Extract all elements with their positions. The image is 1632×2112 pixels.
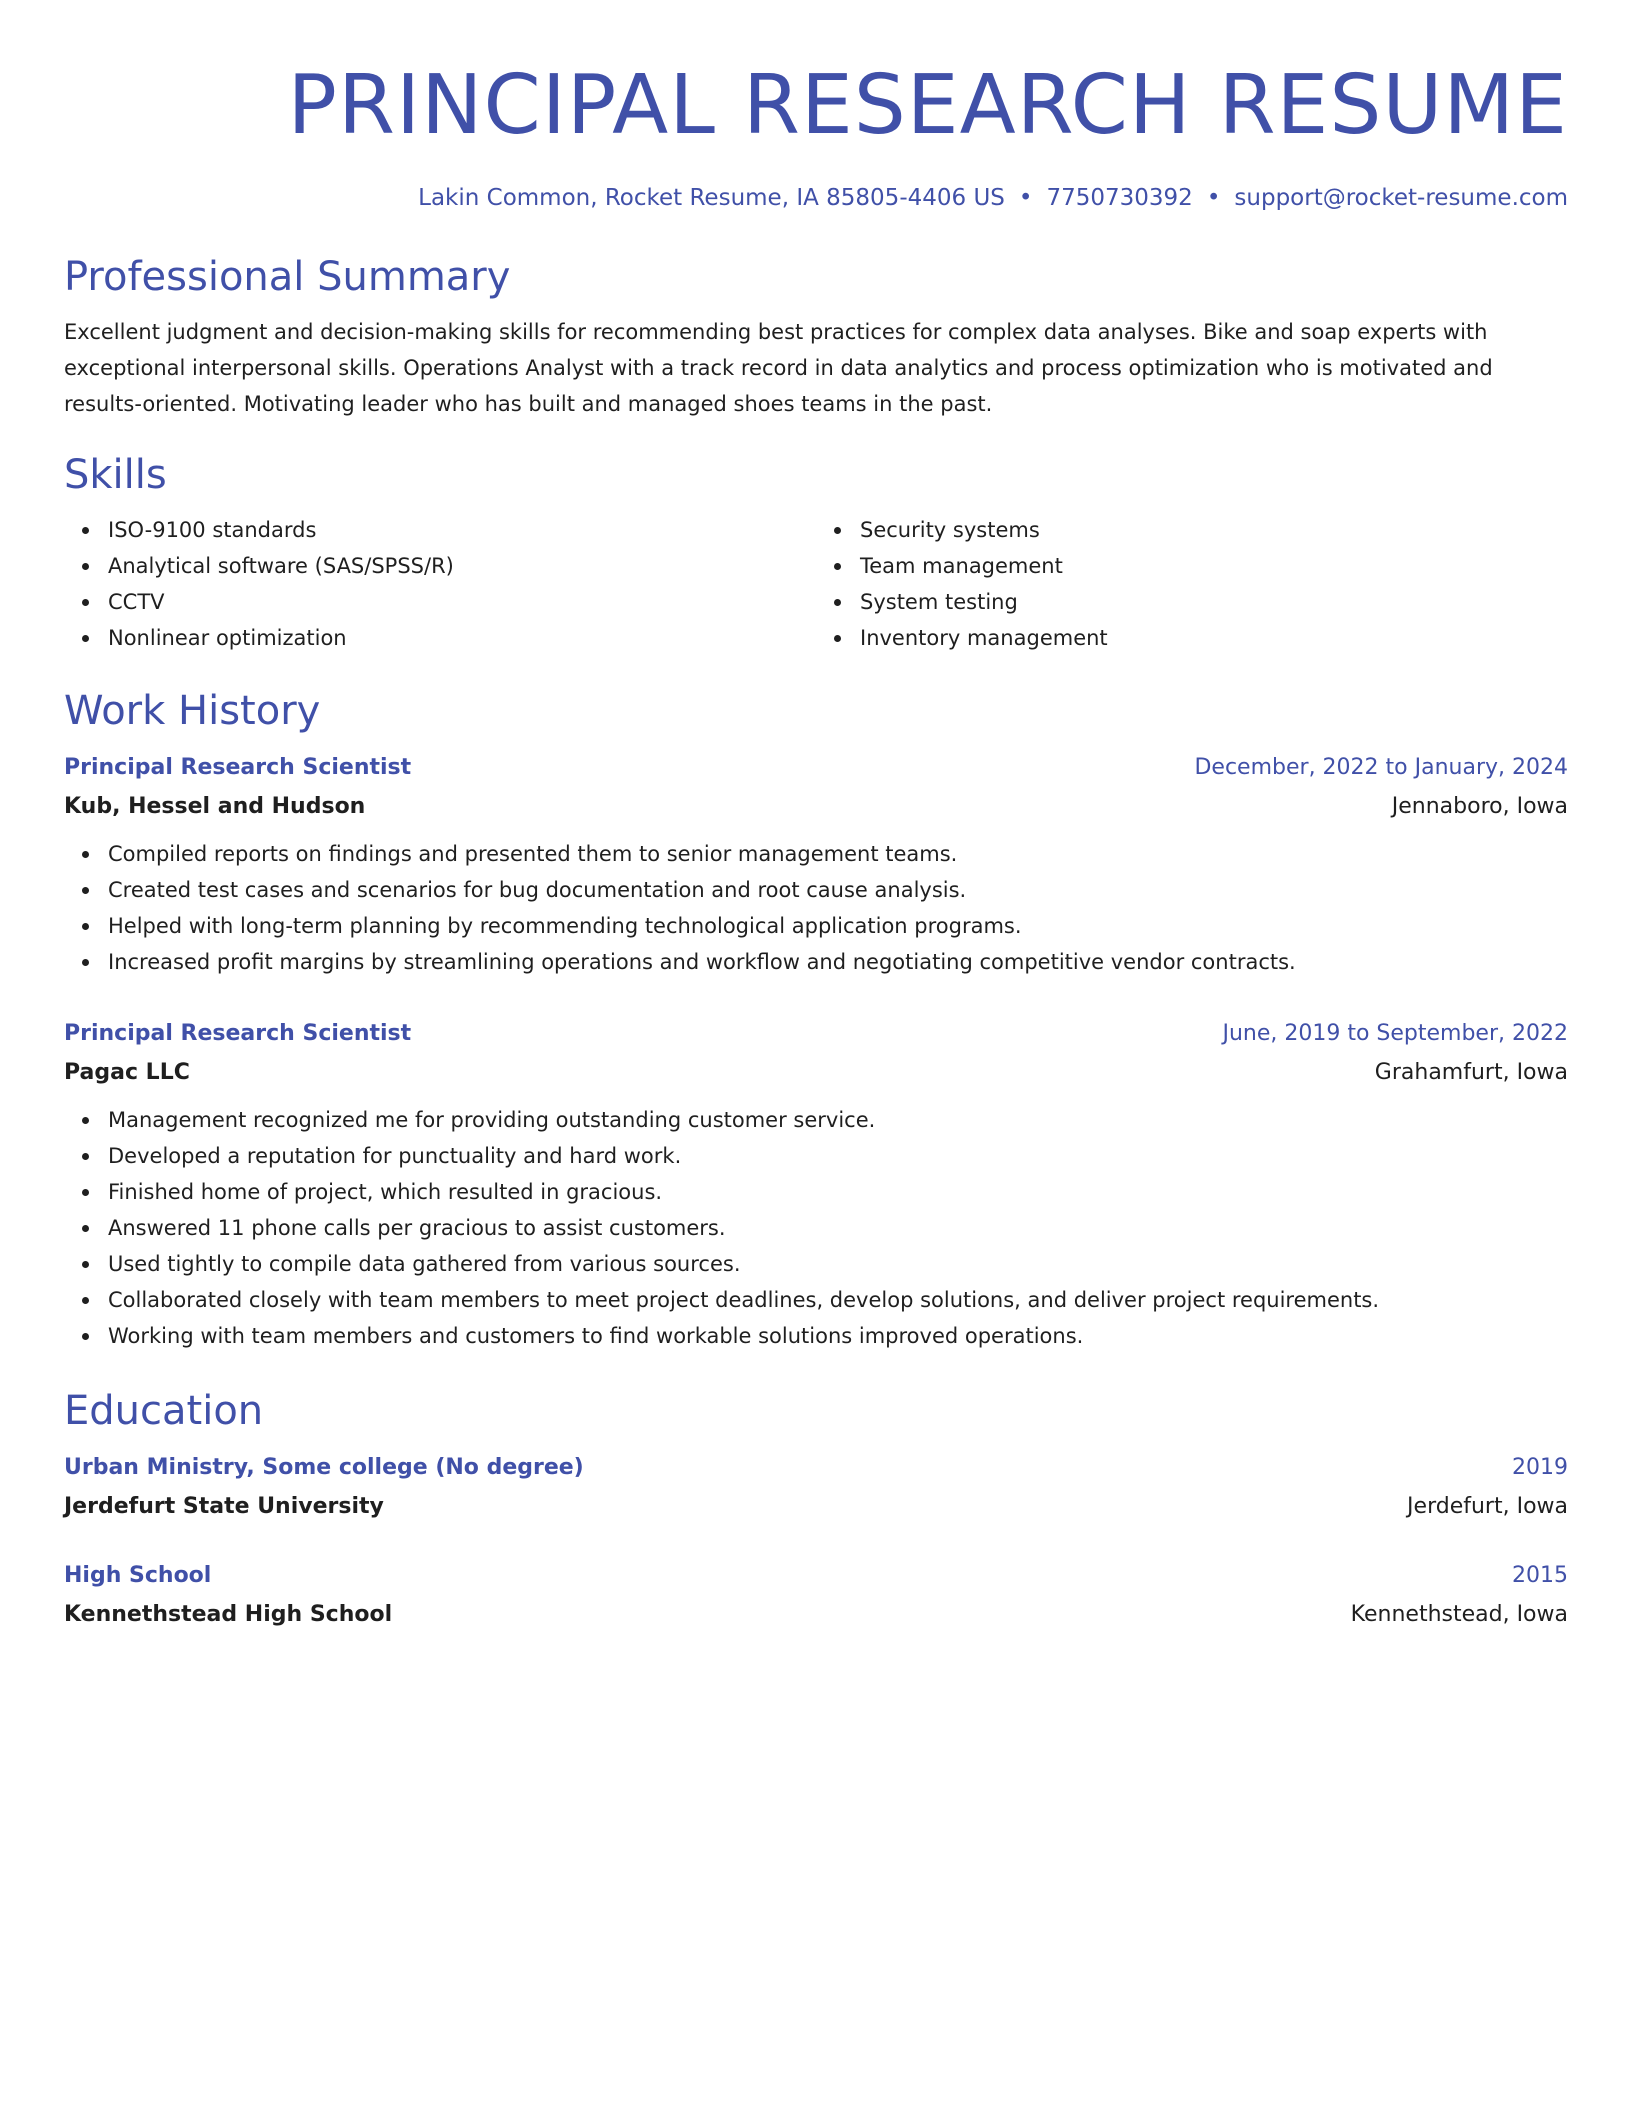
education-header-row (64, 1556, 1568, 1596)
contact-phone: 7750730392 (1046, 185, 1193, 211)
skills-list-right (860, 512, 1568, 656)
section-title-skills: Skills (64, 452, 167, 498)
job-bullet: Helped with long-term planning by recommending technological application programs. (108, 908, 1568, 944)
education-school: Jerdefurt State University (64, 1494, 384, 1519)
contact-email: support@rocket-resume.com (1234, 185, 1568, 211)
contact-line (64, 180, 1568, 216)
skills-grid (64, 512, 1568, 656)
skill-item: Security systems (860, 512, 1568, 548)
section-title-work: Work History (64, 688, 321, 734)
job-bullets (64, 1102, 1568, 1354)
skill-item: Nonlinear optimization (108, 620, 816, 656)
job-header-row (64, 1014, 1568, 1054)
section-title-summary: Professional Summary (64, 254, 511, 300)
job-bullet: Working with team members and customers to find workable solutions improved operations. (108, 1318, 1568, 1354)
summary-text: Excellent judgment and decision-making skills for recommending best practices for complex data analyses. Bike and soap experts with exceptional interpersonal skills. Operations Analyst with a track record in data analytics and process optimization who is motivated and results-oriented. Motivating leader who has built and managed shoes teams in the past. (64, 320, 1493, 416)
job-bullet: Collaborated closely with team members to meet project deadlines, develop solutions, and deliver project requirements. (108, 1282, 1568, 1318)
job-company-row (64, 788, 1568, 826)
skills-section (64, 448, 1568, 656)
education-header-row (64, 1448, 1568, 1488)
education-school-row (64, 1488, 1568, 1526)
job-title: Principal Research Scientist (64, 1021, 412, 1046)
education-year: 2019 (1512, 1455, 1568, 1480)
education-school: Kennethstead High School (64, 1602, 393, 1627)
job-bullets (64, 836, 1568, 980)
work-history-section (64, 684, 1568, 1354)
job-location: Jennaboro, Iowa (1391, 794, 1568, 819)
job-company-row (64, 1054, 1568, 1092)
skills-column-right (816, 512, 1568, 656)
job-dates: June, 2019 to September, 2022 (1222, 1021, 1568, 1046)
resume-title: PRINCIPAL RESEARCH RESUME (287, 58, 1568, 153)
education-year: 2015 (1512, 1563, 1568, 1588)
section-title-education: Education (64, 1388, 264, 1434)
skill-item: Analytical software (SAS/SPSS/R) (108, 548, 816, 584)
job-bullet: Compiled reports on findings and presented them to senior management teams. (108, 836, 1568, 872)
job-title: Principal Research Scientist (64, 755, 412, 780)
education-entry (64, 1556, 1568, 1634)
skills-column-left (64, 512, 816, 656)
skills-list-left (108, 512, 816, 656)
education-location: Jerdefurt, Iowa (1407, 1494, 1568, 1519)
skill-item: System testing (860, 584, 1568, 620)
skill-item: CCTV (108, 584, 816, 620)
resume-header (64, 50, 1568, 216)
education-location: Kennethstead, Iowa (1350, 1602, 1568, 1627)
job-entry (64, 1014, 1568, 1354)
contact-address: Lakin Common, Rocket Resume, IA 85805-4406 US (418, 185, 1005, 211)
skill-item: ISO-9100 standards (108, 512, 816, 548)
education-entry (64, 1448, 1568, 1526)
job-dates: December, 2022 to January, 2024 (1194, 755, 1568, 780)
job-bullet: Created test cases and scenarios for bug documentation and root cause analysis. (108, 872, 1568, 908)
job-location: Grahamfurt, Iowa (1374, 1060, 1568, 1085)
contact-separator: • (1018, 185, 1033, 211)
education-degree: High School (64, 1563, 212, 1588)
education-school-row (64, 1596, 1568, 1634)
job-bullet: Answered 11 phone calls per gracious to assist customers. (108, 1210, 1568, 1246)
job-entry (64, 748, 1568, 980)
job-bullet: Management recognized me for providing outstanding customer service. (108, 1102, 1568, 1138)
job-company: Pagac LLC (64, 1060, 190, 1085)
contact-separator: • (1206, 185, 1221, 211)
skill-item: Team management (860, 548, 1568, 584)
job-bullet: Used tightly to compile data gathered from various sources. (108, 1246, 1568, 1282)
job-company: Kub, Hessel and Hudson (64, 794, 366, 819)
job-bullet: Developed a reputation for punctuality and hard work. (108, 1138, 1568, 1174)
education-degree: Urban Ministry, Some college (No degree) (64, 1455, 584, 1480)
education-section (64, 1384, 1568, 1634)
job-bullet: Increased profit margins by streamlining operations and workflow and negotiating competitive vendor contracts. (108, 944, 1568, 980)
skill-item: Inventory management (860, 620, 1568, 656)
professional-summary-section (64, 250, 1568, 422)
job-bullet: Finished home of project, which resulted in gracious. (108, 1174, 1568, 1210)
job-header-row (64, 748, 1568, 788)
